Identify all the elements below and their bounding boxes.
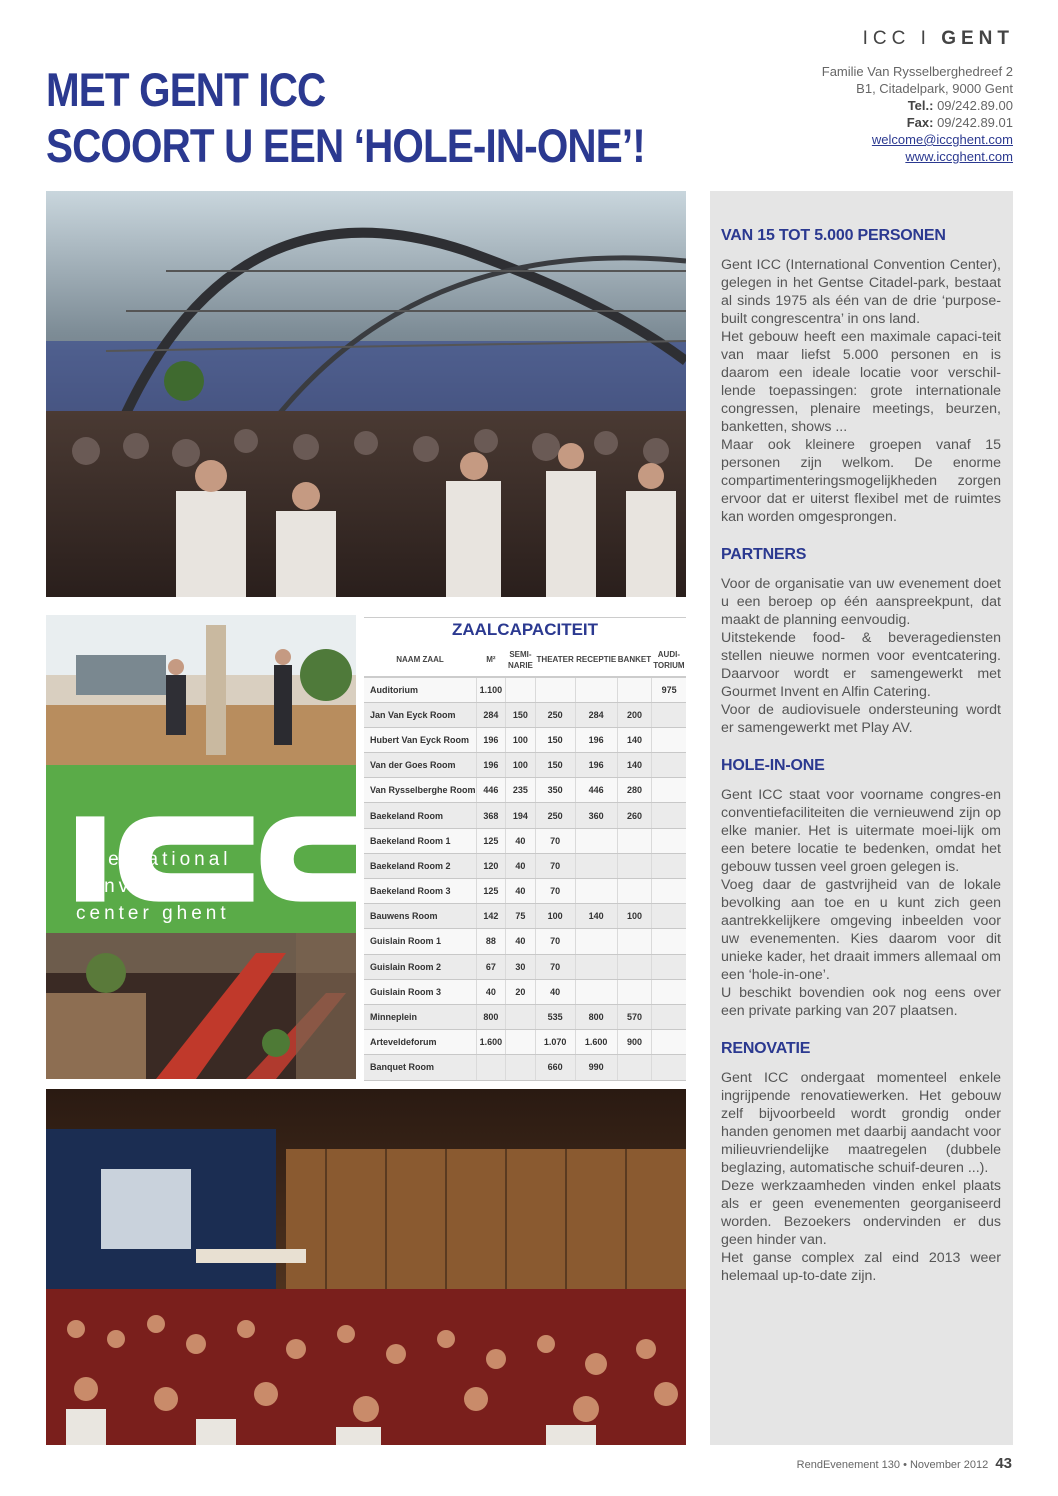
capacity-cell: 67 — [476, 954, 506, 979]
table-row — [364, 803, 686, 828]
capacity-cell — [535, 677, 575, 702]
capacity-cell — [506, 1004, 535, 1029]
capacity-cell — [652, 904, 686, 929]
capacity-table — [364, 617, 686, 1080]
capacity-cell — [617, 853, 652, 878]
section-heading: HOLE-IN-ONE — [721, 757, 825, 774]
section-heading: RENOVATIE — [721, 1040, 811, 1057]
capacity-cell: 100 — [506, 753, 535, 778]
capacity-cell: 40 — [506, 853, 535, 878]
room-name-cell: Baekeland Room 2 — [364, 853, 476, 878]
page-headline — [46, 62, 648, 174]
capacity-cell: 280 — [617, 778, 652, 803]
capacity-cell: 75 — [506, 904, 535, 929]
capacity-cell: 196 — [476, 753, 506, 778]
capacity-cell — [506, 677, 535, 702]
page-number: 43 — [995, 1455, 1012, 1472]
section-paragraph: Gent ICC staat voor voorname congres-en conventiefaciliteiten die vernieuwend zijn op elke manier. Het is uitermate moei-lijk om een betere locatie te bedenken, omdat het gebouw tussen veel groen gelegen is. — [721, 787, 1001, 875]
table-body — [364, 677, 686, 1080]
capacity-cell: 250 — [535, 702, 575, 727]
table-row — [364, 1055, 686, 1080]
capacity-cell: 446 — [575, 778, 617, 803]
section-paragraph: U beschikt bovendien ook nog eens over een private parking van 207 plaatsen. — [721, 985, 1001, 1019]
capacity-cell: 70 — [535, 879, 575, 904]
section-paragraph: Uitstekende food- & beveragediensten stellen nieuwe normen voor eventcatering. Daarvoor wordt er samengewerkt met Gourmet Invent en Alfin Catering. — [721, 630, 1001, 700]
logo-line-3: center ghent — [76, 903, 230, 924]
capacity-cell — [575, 929, 617, 954]
running-head-right: GENT — [941, 28, 1014, 49]
capacity-cell: 800 — [476, 1004, 506, 1029]
table-row — [364, 1004, 686, 1029]
capacity-cell: 368 — [476, 803, 506, 828]
capacity-cell: 535 — [535, 1004, 575, 1029]
contact-block — [822, 63, 1013, 165]
capacity-cell — [652, 1004, 686, 1029]
room-name-cell: Guislain Room 3 — [364, 979, 476, 1004]
capacity-cell: 196 — [476, 727, 506, 752]
capacity-cell: 70 — [535, 954, 575, 979]
capacity-cell: 200 — [617, 702, 652, 727]
col-header: NAAM ZAAL — [364, 643, 476, 677]
capacity-cell: 570 — [617, 1004, 652, 1029]
capacity-cell: 194 — [506, 803, 535, 828]
footer-publication: RendEvenement 130 • November 2012 — [796, 1459, 989, 1471]
reception-hall-photo — [46, 191, 686, 597]
capacity-cell: 70 — [535, 828, 575, 853]
running-head-left: ICC I — [862, 28, 931, 49]
section-renovation — [721, 1040, 1001, 1285]
capacity-cell — [652, 753, 686, 778]
capacity-cell: 1.600 — [476, 1030, 506, 1055]
capacity-cell: 1.100 — [476, 677, 506, 702]
section-paragraph: Voor de audiovisuele ondersteuning wordt er samengewerkt met Play AV. — [721, 702, 1001, 736]
table-row — [364, 979, 686, 1004]
address-line-1: Familie Van Rysselberghedreef 2 — [821, 64, 1013, 79]
section-heading: PARTNERS — [721, 546, 807, 563]
capacity-cell: 40 — [506, 879, 535, 904]
capacity-cell: 990 — [575, 1055, 617, 1080]
capacity-cell: 284 — [575, 702, 617, 727]
capacity-cell — [575, 677, 617, 702]
capacity-cell: 40 — [476, 979, 506, 1004]
email-link[interactable]: welcome@iccghent.com — [871, 132, 1013, 147]
fax-line — [822, 114, 1013, 131]
col-header: SEMI-NARIE — [506, 643, 535, 677]
capacity-cell — [476, 1055, 506, 1080]
section-paragraph: Voeg daar de gastvrijheid van de lokale bevolking aan toe en u kunt zich geen aantrekkelijkere omgeving inbeelden voor uw evenementen. Kies daarom voor dit unieke kader, het draait immers allemaal om een ‘hole-in-one’. — [721, 877, 1001, 983]
room-name-cell: Baekeland Room 1 — [364, 828, 476, 853]
fax-label: Fax: — [906, 115, 934, 130]
section-capacity — [721, 227, 1001, 526]
capacity-cell: 800 — [575, 1004, 617, 1029]
room-name-cell: Guislain Room 1 — [364, 929, 476, 954]
table-row — [364, 727, 686, 752]
capacity-cell: 260 — [617, 803, 652, 828]
capacity-cell — [652, 879, 686, 904]
capacity-cell — [617, 1055, 652, 1080]
capacity-cell: 350 — [535, 778, 575, 803]
room-name-cell: Van der Goes Room — [364, 753, 476, 778]
capacity-cell — [575, 954, 617, 979]
capacity-cell: 125 — [476, 879, 506, 904]
table-header-row — [364, 643, 686, 677]
capacity-cell: 40 — [506, 929, 535, 954]
table-row — [364, 929, 686, 954]
capacity-cell: 30 — [506, 954, 535, 979]
col-header: AUDI-TORIUM — [652, 643, 686, 677]
capacity-cell — [506, 1030, 535, 1055]
room-name-cell: Guislain Room 2 — [364, 954, 476, 979]
capacity-cell: 125 — [476, 828, 506, 853]
capacity-cell: 284 — [476, 702, 506, 727]
col-header: THEATER — [535, 643, 575, 677]
capacity-cell: 975 — [652, 677, 686, 702]
section-paragraph: Het ganse complex zal eind 2013 weer helemaal up-to-date zijn. — [721, 1250, 1001, 1284]
tel-value: 09/242.89.00 — [933, 98, 1013, 113]
section-paragraph: Gent ICC ondergaat momenteel enkele ingrijpende renovatiewerken. Het gebouw zelf bijvoorbeeld wordt grondig onder handen genomen met daarbij aandacht voor milieuvriendelijke maatregelen (dubbele beglazing, automatische schuif-deuren ...). — [721, 1070, 1001, 1176]
section-heading: VAN 15 TOT 5.000 PERSONEN — [721, 227, 946, 244]
capacity-cell — [617, 828, 652, 853]
capacity-cell — [652, 778, 686, 803]
table-row — [364, 753, 686, 778]
capacity-cell — [617, 929, 652, 954]
table-row — [364, 677, 686, 702]
capacity-cell: 100 — [535, 904, 575, 929]
capacity-cell — [652, 954, 686, 979]
capacity-cell: 142 — [476, 904, 506, 929]
section-hole-in-one — [721, 757, 1001, 1020]
room-name-cell: Jan Van Eyck Room — [364, 702, 476, 727]
capacity-cell — [652, 929, 686, 954]
capacity-cell: 660 — [535, 1055, 575, 1080]
logo-line-1: international — [76, 849, 232, 870]
capacity-cell — [652, 1055, 686, 1080]
website-link[interactable]: www.iccghent.com — [905, 149, 1013, 164]
capacity-cell: 235 — [506, 778, 535, 803]
capacity-cell: 70 — [535, 929, 575, 954]
capacity-cell — [617, 879, 652, 904]
capacity-cell — [617, 979, 652, 1004]
room-name-cell: Hubert Van Eyck Room — [364, 727, 476, 752]
table-row — [364, 828, 686, 853]
section-paragraph: Gent ICC (International Convention Center), gelegen in het Gentse Citadel-park, bestaat al sinds 1975 als één van de drie ‘purpose-built congrescentra’ in ons land. — [721, 257, 1001, 327]
room-name-cell: Auditorium — [364, 677, 476, 702]
room-name-cell: Arteveldeforum — [364, 1030, 476, 1055]
room-name-cell: Baekeland Room 3 — [364, 879, 476, 904]
capacity-cell: 1.600 — [575, 1030, 617, 1055]
auditorium-photo — [46, 1089, 686, 1445]
table-row — [364, 778, 686, 803]
capacity-cell: 360 — [575, 803, 617, 828]
capacity-cell — [575, 879, 617, 904]
capacity-cell: 20 — [506, 979, 535, 1004]
capacity-cell: 150 — [506, 702, 535, 727]
section-paragraph: Maar ook kleinere groepen vanaf 15 personen zijn welkom. De enorme compartimenteringsmogelijkheden zorgen ervoor dat er uiterst flexibel met de ruimtes kan worden omgesprongen. — [721, 437, 1001, 525]
table-title: ZAALCAPACITEIT — [364, 617, 686, 643]
room-name-cell: Banquet Room — [364, 1055, 476, 1080]
headline-line-2: SCOORT U EEN ‘HOLE-IN-ONE’! — [46, 119, 645, 172]
capacity-cell: 140 — [617, 753, 652, 778]
capacity-cell — [617, 677, 652, 702]
section-partners — [721, 546, 1001, 737]
section-paragraph: Het gebouw heeft een maximale capaci-teit van maar liefst 5.000 personen en is daarom een ideale locatie voor verschil-lende toepassingen: grote internationale congressen, plenaire meetings, beurzen, banketten, shows ... — [721, 329, 1001, 435]
capacity-cell — [506, 1055, 535, 1080]
page-footer — [797, 1455, 1012, 1472]
capacity-cell: 40 — [535, 979, 575, 1004]
capacity-cell — [652, 1030, 686, 1055]
capacity-cell: 196 — [575, 753, 617, 778]
capacity-cell: 250 — [535, 803, 575, 828]
table-row — [364, 1030, 686, 1055]
table-row — [364, 702, 686, 727]
capacity-cell — [652, 828, 686, 853]
headline-line-1: MET GENT ICC — [46, 63, 326, 116]
capacity-cell: 40 — [506, 828, 535, 853]
section-paragraph: Voor de organisatie van uw evenement doet u een beroep op één aanspreekpunt, dat maakt de planning eenvoudig. — [721, 576, 1001, 628]
room-name-cell: Bauwens Room — [364, 904, 476, 929]
capacity-cell: 140 — [575, 904, 617, 929]
capacity-cell: 1.070 — [535, 1030, 575, 1055]
address-line-2: B1, Citadelpark, 9000 Gent — [856, 81, 1013, 96]
capacity-cell: 446 — [476, 778, 506, 803]
capacity-cell — [652, 803, 686, 828]
capacity-cell — [575, 828, 617, 853]
table-row — [364, 853, 686, 878]
capacity-cell: 150 — [535, 753, 575, 778]
capacity-cell — [652, 702, 686, 727]
col-header: RECEPTIE — [575, 643, 617, 677]
capacity-cell: 140 — [617, 727, 652, 752]
capacity-cell — [575, 853, 617, 878]
logo-line-2: convention — [76, 876, 208, 897]
capacity-cell: 120 — [476, 853, 506, 878]
capacity-cell — [617, 954, 652, 979]
capacity-cell: 70 — [535, 853, 575, 878]
table-row — [364, 904, 686, 929]
capacity-cell: 88 — [476, 929, 506, 954]
capacity-cell: 150 — [535, 727, 575, 752]
fax-value: 09/242.89.01 — [933, 115, 1013, 130]
section-paragraph: Deze werkzaamheden vinden enkel plaats als er geen evenementen georganiseerd worden. Bezoekers ondervinden er dus geen hinder van. — [721, 1178, 1001, 1248]
tel-line — [822, 97, 1013, 114]
room-name-cell: Baekeland Room — [364, 803, 476, 828]
room-name-cell: Minneplein — [364, 1004, 476, 1029]
table-row — [364, 954, 686, 979]
capacity-cell — [652, 727, 686, 752]
tel-label: Tel.: — [907, 98, 934, 113]
table-row — [364, 879, 686, 904]
capacity-cell — [575, 979, 617, 1004]
capacity-cell — [652, 979, 686, 1004]
capacity-cell: 196 — [575, 727, 617, 752]
article-sidebar — [710, 191, 1013, 1445]
icc-logo-panel — [46, 765, 356, 933]
capacity-cell: 100 — [617, 904, 652, 929]
capacity-cell — [652, 853, 686, 878]
col-header: M² — [476, 643, 506, 677]
foyer-photo — [46, 615, 356, 765]
atrium-stairs-photo — [46, 933, 356, 1079]
capacity-cell: 900 — [617, 1030, 652, 1055]
room-name-cell: Van Rysselberghe Room — [364, 778, 476, 803]
capacity-cell: 100 — [506, 727, 535, 752]
running-head — [863, 28, 1014, 50]
col-header: BANKET — [617, 643, 652, 677]
